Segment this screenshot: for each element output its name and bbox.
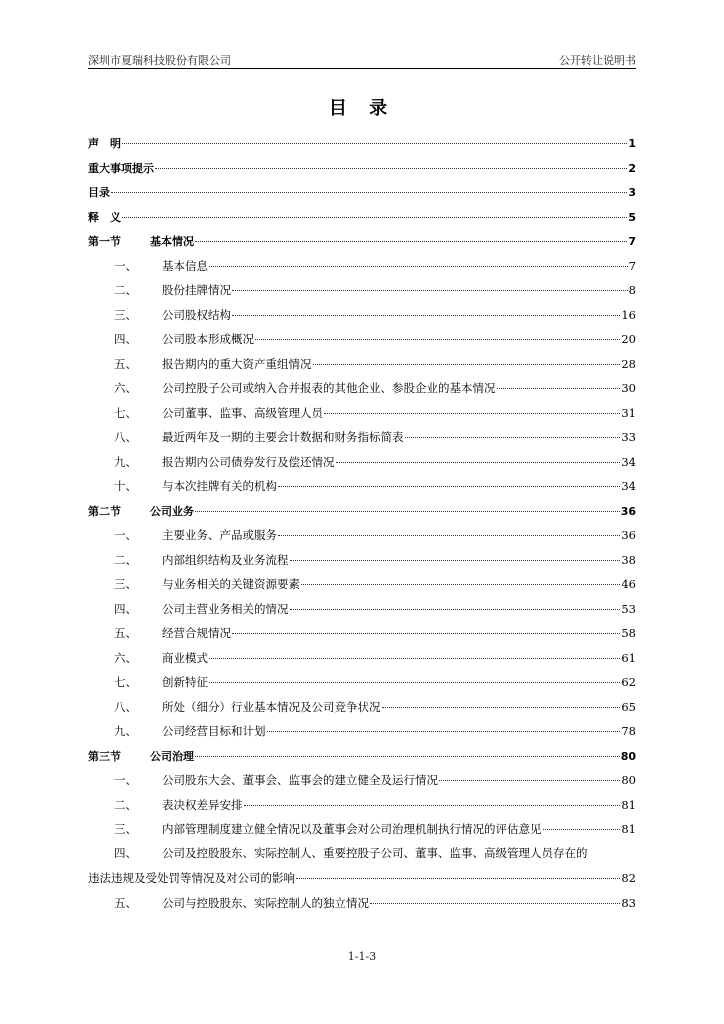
toc-entry-text: 报告期内的重大资产重组情况 xyxy=(162,356,312,371)
toc-entry-page: 30 xyxy=(621,381,636,395)
toc-entry-text: 与本次挂牌有关的机构 xyxy=(162,479,277,493)
toc-entry[interactable] xyxy=(88,723,636,748)
toc-entry-text: 重大事项提示 xyxy=(88,161,154,175)
toc-entry[interactable] xyxy=(88,576,636,601)
toc-entry-text: 公司董事、监事、高级管理人员 xyxy=(162,405,323,420)
toc-entry-text: 目录 xyxy=(88,186,110,199)
toc-entry-label xyxy=(88,748,194,764)
toc-entry-number: 五、 xyxy=(114,895,137,910)
toc-entry-text: 公司与控股股东、实际控制人的独立情况 xyxy=(162,895,369,910)
toc-entry-label xyxy=(88,307,231,323)
toc-entry-text: 最近两年及一期的主要会计数据和财务指标简表 xyxy=(162,430,404,444)
toc-entry[interactable] xyxy=(88,821,636,846)
toc-entry[interactable] xyxy=(88,895,636,920)
toc-entry-page: 28 xyxy=(621,356,636,371)
toc-entry-text: 公司经营目标和计划 xyxy=(162,724,266,738)
toc-entry-page: 78 xyxy=(621,724,636,738)
toc-entry-text: 内部管理制度建立健全情况以及董事会对公司治理机制执行情况的评估意见 xyxy=(162,822,542,836)
toc-entry-label xyxy=(88,576,300,592)
toc-entry-text: 公司股东大会、董事会、监事会的建立健全及运行情况 xyxy=(162,773,438,787)
toc-entry-text: 声 明 xyxy=(88,137,121,150)
toc-entry[interactable] xyxy=(88,503,636,528)
toc-entry[interactable] xyxy=(88,184,636,209)
toc-entry[interactable] xyxy=(88,748,636,773)
toc-entry-number: 六、 xyxy=(114,650,137,665)
page-number: 1-1-3 xyxy=(347,950,377,963)
toc-entry-page: 33 xyxy=(621,430,636,444)
toc-entry[interactable] xyxy=(88,527,636,552)
toc-entry-text-continued: 违法违规及受处罚等情况及对公司的影响 xyxy=(88,871,295,885)
dot-leader xyxy=(232,290,628,291)
header-company-name: 深圳市夏瑞科技股份有限公司 xyxy=(88,54,231,67)
toc-entry-text: 创新特征 xyxy=(162,675,208,689)
dot-leader xyxy=(497,388,621,389)
toc-entry[interactable] xyxy=(88,258,636,283)
toc-entry-text: 商业模式 xyxy=(162,650,208,665)
toc-entry-number: 三、 xyxy=(114,577,137,591)
toc-entry-label xyxy=(88,625,231,641)
toc-entry-page: 3 xyxy=(628,186,636,199)
toc-entry-page: 82 xyxy=(621,871,636,885)
toc-entry-label xyxy=(88,527,277,543)
toc-entry-text: 基本情况 xyxy=(150,235,194,248)
toc-entry-label xyxy=(88,429,404,445)
dot-leader xyxy=(290,609,621,610)
dot-leader xyxy=(278,486,620,487)
toc-entry-text: 公司治理 xyxy=(150,749,194,763)
toc-entry-page: 53 xyxy=(621,601,636,616)
toc-entry-label xyxy=(88,478,277,494)
toc-entry[interactable] xyxy=(88,650,636,675)
toc-entry[interactable] xyxy=(88,209,636,234)
toc-entry-text: 公司控股子公司或纳入合并报表的其他企业、参股企业的基本情况 xyxy=(162,381,496,395)
toc-entry-label xyxy=(88,356,312,372)
dot-leader xyxy=(195,241,627,242)
toc-entry-page: 62 xyxy=(621,675,636,689)
toc-entry-label xyxy=(88,674,208,690)
dot-leader xyxy=(296,878,620,879)
toc-entry-number: 二、 xyxy=(114,283,137,297)
toc-entry-number: 四、 xyxy=(114,845,137,860)
toc-entry-label xyxy=(88,258,208,274)
toc-entry[interactable] xyxy=(88,429,636,454)
toc-entry-number: 二、 xyxy=(114,552,137,567)
toc-entry-label xyxy=(88,135,121,151)
toc-entry-label xyxy=(88,895,369,911)
toc-entry-text: 释 义 xyxy=(88,210,121,224)
toc-entry-page: 34 xyxy=(621,479,636,493)
toc-entry-label xyxy=(88,723,266,739)
toc-entry[interactable] xyxy=(88,405,636,430)
toc-entry-number: 一、 xyxy=(114,528,137,542)
toc-entry-page: 7 xyxy=(628,235,636,248)
toc-entry[interactable] xyxy=(88,625,636,650)
toc-entry-page: 5 xyxy=(628,210,636,224)
dot-leader xyxy=(267,731,621,732)
toc-entry-page: 36 xyxy=(620,504,636,518)
toc-entry-text: 公司业务 xyxy=(150,504,194,518)
toc-entry-text: 公司主营业务相关的情况 xyxy=(162,601,289,616)
toc-entry-number: 八、 xyxy=(114,430,137,444)
toc-entry-label xyxy=(88,503,194,519)
toc-entry-text: 股份挂牌情况 xyxy=(162,283,231,297)
toc-entry-number: 五、 xyxy=(114,626,137,640)
toc-entry-page: 8 xyxy=(628,283,636,297)
toc-entry[interactable] xyxy=(88,356,636,381)
toc-entry-number: 二、 xyxy=(114,797,137,812)
toc-entry-page: 65 xyxy=(621,699,636,714)
toc-entry-label xyxy=(88,552,289,568)
toc-entry-page: 83 xyxy=(621,895,636,910)
toc-entry[interactable] xyxy=(88,307,636,332)
page-title: 目 录 xyxy=(328,98,396,119)
toc-entry-label xyxy=(88,405,323,421)
toc-entry-page: 61 xyxy=(621,650,636,665)
dot-leader xyxy=(111,192,627,193)
toc-entry-number: 一、 xyxy=(114,773,137,787)
toc-entry-label xyxy=(88,454,335,470)
toc-entry[interactable] xyxy=(88,331,636,356)
toc-entry-text: 经营合规情况 xyxy=(162,626,231,640)
toc-entry-label xyxy=(88,331,254,347)
dot-leader xyxy=(122,217,627,218)
toc-entry-number: 第二节 xyxy=(88,504,121,518)
dot-leader xyxy=(370,903,620,904)
dot-leader xyxy=(155,168,627,169)
toc-entry[interactable] xyxy=(88,846,636,895)
table-of-contents xyxy=(88,135,636,919)
dot-leader xyxy=(301,584,620,585)
toc-entry-label xyxy=(88,821,542,837)
toc-entry-label xyxy=(88,772,438,788)
toc-entry-text: 公司股本形成概况 xyxy=(162,332,254,346)
toc-entry[interactable] xyxy=(88,454,636,479)
toc-entry-page: 16 xyxy=(621,307,636,322)
toc-entry-number: 一、 xyxy=(114,258,137,273)
toc-entry-number: 七、 xyxy=(114,405,137,420)
toc-entry[interactable] xyxy=(88,772,636,797)
dot-leader xyxy=(313,364,621,365)
toc-entry[interactable] xyxy=(88,699,636,724)
toc-entry-text: 与业务相关的关键资源要素 xyxy=(162,577,300,591)
toc-entry-number: 四、 xyxy=(114,601,137,616)
toc-entry[interactable] xyxy=(88,674,636,699)
dot-leader xyxy=(439,780,620,781)
toc-entry-page: 34 xyxy=(621,454,636,469)
toc-entry-text: 主要业务、产品或服务 xyxy=(162,528,277,542)
toc-entry-number: 第三节 xyxy=(88,749,121,763)
toc-entry[interactable] xyxy=(88,282,636,307)
toc-entry-page: 81 xyxy=(621,797,636,812)
dot-leader xyxy=(195,511,620,512)
toc-entry-page: 20 xyxy=(621,332,636,346)
dot-leader xyxy=(324,413,620,414)
toc-entry-label xyxy=(88,650,208,666)
toc-entry-page: 1 xyxy=(628,137,636,150)
toc-entry-page: 46 xyxy=(621,577,636,591)
toc-entry-page: 58 xyxy=(621,626,636,640)
toc-entry-page: 81 xyxy=(621,822,636,836)
dot-leader xyxy=(122,143,627,144)
dot-leader xyxy=(209,266,628,267)
toc-entry-label xyxy=(88,797,243,813)
toc-entry-number: 八、 xyxy=(114,699,137,714)
header-document-type: 公开转让说明书 xyxy=(559,54,636,67)
toc-entry-number: 十、 xyxy=(114,479,137,493)
dot-leader xyxy=(209,682,620,683)
toc-entry-text: 内部组织结构及业务流程 xyxy=(162,552,289,567)
toc-entry-label xyxy=(88,601,289,617)
toc-entry-page: 31 xyxy=(621,405,636,420)
toc-entry-number: 七、 xyxy=(114,675,137,689)
toc-entry-number: 第一节 xyxy=(88,235,121,248)
dot-leader xyxy=(232,633,620,634)
toc-entry-label xyxy=(88,160,154,176)
toc-entry-page: 7 xyxy=(628,258,636,273)
toc-entry-text: 所处（细分）行业基本情况及公司竞争状况 xyxy=(162,699,381,714)
toc-entry-text: 公司股权结构 xyxy=(162,307,231,322)
toc-entry[interactable] xyxy=(88,135,636,160)
toc-entry-number: 九、 xyxy=(114,454,137,469)
dot-leader xyxy=(405,437,621,438)
toc-entry-label xyxy=(88,233,194,249)
toc-entry-number: 三、 xyxy=(114,822,137,836)
toc-entry-page: 2 xyxy=(628,161,636,175)
toc-entry[interactable] xyxy=(88,233,636,258)
dot-leader xyxy=(336,462,621,463)
toc-entry-number: 六、 xyxy=(114,381,137,395)
toc-entry[interactable] xyxy=(88,380,636,405)
toc-entry-label xyxy=(88,184,110,200)
toc-entry-page: 80 xyxy=(620,749,636,763)
toc-entry-label xyxy=(88,209,121,225)
dot-leader xyxy=(255,339,620,340)
dot-leader xyxy=(209,658,620,659)
toc-entry[interactable] xyxy=(88,601,636,626)
page-header xyxy=(88,50,636,69)
dot-leader xyxy=(290,560,621,561)
toc-entry[interactable] xyxy=(88,160,636,185)
toc-entry-text: 报告期内公司债券发行及偿还情况 xyxy=(162,454,335,469)
toc-entry-text: 表决权差异安排 xyxy=(162,797,243,812)
toc-entry-page: 38 xyxy=(621,552,636,567)
toc-entry[interactable] xyxy=(88,552,636,577)
toc-entry-page: 36 xyxy=(621,528,636,542)
dot-leader xyxy=(232,315,620,316)
toc-entry-label xyxy=(88,380,496,396)
toc-entry-text: 基本信息 xyxy=(162,258,208,273)
toc-entry-page: 80 xyxy=(621,773,636,787)
dot-leader xyxy=(278,535,620,536)
toc-entry-line xyxy=(88,846,636,871)
toc-entry-label xyxy=(88,699,381,715)
toc-entry-text: 公司及控股股东、实际控制人、重要控股子公司、董事、监事、高级管理人员存在的 xyxy=(162,845,588,860)
toc-entry-number: 四、 xyxy=(114,332,137,346)
toc-entry-number: 九、 xyxy=(114,724,137,738)
dot-leader xyxy=(543,829,621,830)
toc-entry-number: 五、 xyxy=(114,356,137,371)
toc-entry[interactable] xyxy=(88,797,636,822)
dot-leader xyxy=(195,756,620,757)
dot-leader xyxy=(382,707,621,708)
toc-entry-line xyxy=(88,870,636,895)
toc-entry-label xyxy=(88,282,231,298)
dot-leader xyxy=(244,805,621,806)
toc-entry-number: 三、 xyxy=(114,307,137,322)
toc-entry[interactable] xyxy=(88,478,636,503)
